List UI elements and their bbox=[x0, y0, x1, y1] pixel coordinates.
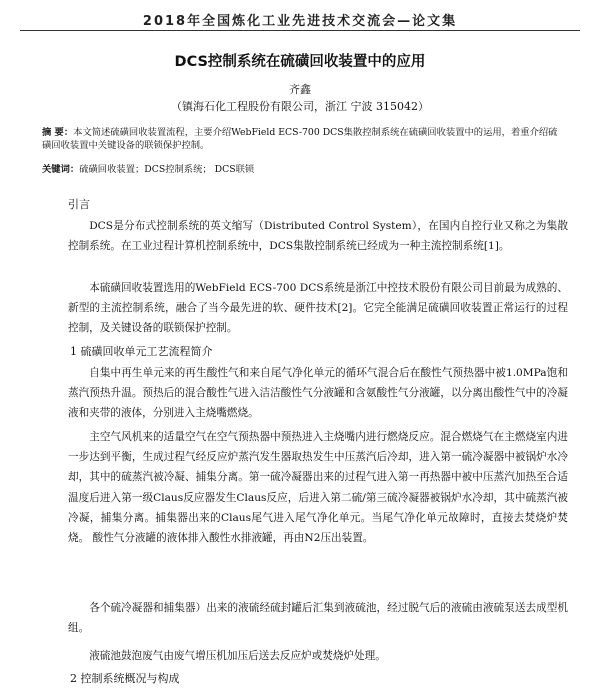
running-header: 2018年全国炼化工业先进技术交流会—论文集 bbox=[142, 14, 458, 29]
paragraph-s1-3: 各个硫冷凝器和捕集器）出来的液硫经硫封罐后汇集到液硫池，经过脱气后的液硫由液硫泵送去成型机组。 bbox=[68, 602, 568, 635]
abstract-label: 摘 要： bbox=[42, 127, 74, 138]
abstract bbox=[42, 126, 564, 152]
abstract-text: 本文简述硫磺回收装置流程，主要介绍WebField ECS-700 DCS集散控制系统在硫磺回收装置中的运用，着重介绍硫磺回收装置中关键设备的联锁保护控制。 bbox=[42, 127, 558, 151]
affiliation: （镇海石化工程股份有限公司，浙江 宁波 315042） bbox=[171, 100, 429, 113]
paragraph-s1-2: 主空气风机来的适量空气在空气预热器中预热进入主烧嘴内进行燃烧反应。混合燃烧气在主燃烧室内进一步达到平衡，生成过程气经反应炉蒸汽发生器取热发生中压蒸汽后冷却，进入第一硫冷凝器中被锅炉水冷却，其中的硫蒸汽被冷凝、捕集分离。第一硫冷凝器出来的过程气进入第一再热器中被中压蒸汽加热至合适温度后进入第一级Claus反应器发生Claus反应，后进入第二硫/第三硫冷凝器被锅炉水冷却，其中硫蒸汽被冷凝，捕集分离。捕集器出来的Claus尾气进入尾气净化单元。当尾气净化单元故障时，直接去焚烧炉焚烧。 酸性气分液罐的液体排入酸性水排液罐，再由N2压出装置。 bbox=[68, 431, 568, 545]
keywords-label: 关键词： bbox=[42, 164, 80, 175]
section-2-heading: 2 控制系统概况与构成 bbox=[70, 672, 180, 685]
section-1-heading: 1 硫磺回收单元工艺流程简介 bbox=[70, 345, 213, 358]
paragraph-intro-1: DCS是分布式控制系统的英文缩写（Distributed Control System），在国内自控行业又称之为集散控制系统。在工业过程计算机控制系统中，DCS集散控制系统已经成为一种主流控制系统[1]。 bbox=[68, 220, 568, 253]
author: 齐鑫 bbox=[289, 83, 311, 96]
intro-heading: 引言 bbox=[68, 198, 90, 211]
paragraph-s1-4: 液硫池鼓泡废气由废气增压机加压后送去反应炉或焚烧炉处理。 bbox=[89, 650, 386, 662]
keywords-text: 硫磺回收装置；DCS控制系统； DCS联锁 bbox=[79, 164, 255, 175]
paper-title: DCS控制系统在硫磺回收装置中的应用 bbox=[174, 54, 426, 70]
paragraph-s1-1: 自集中再生单元来的再生酸性气和来自尾气净化单元的循环气混合后在酸性气预热器中被1.0MPa饱和蒸汽预热升温。预热后的混合酸性气进入洁洁酸性气分液罐和含氨酸性气分液罐，以分离出酸性气中的冷凝液和夹带的液体，分别进入主烧嘴燃烧。 bbox=[68, 367, 568, 420]
header-rule bbox=[20, 30, 580, 31]
paragraph-intro-2: 本硫磺回收装置选用的WebField ECS-700 DCS系统是浙江中控技术股份有限公司目前最为成熟的、新型的主流控制系统，融合了当今最先进的软、硬件技术[2]。它完全能满足硫磺回收装置正常运行的过程控制，及关键设备的联锁保护控制。 bbox=[68, 282, 568, 335]
keywords bbox=[42, 161, 564, 175]
